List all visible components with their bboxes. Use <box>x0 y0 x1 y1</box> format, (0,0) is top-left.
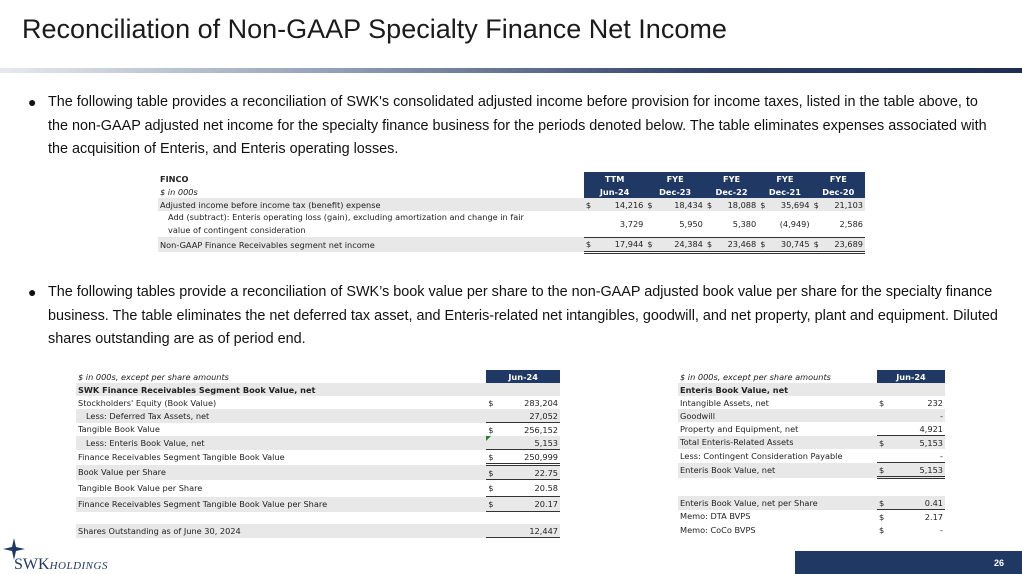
currency: $ <box>877 496 891 510</box>
table-row <box>678 436 945 450</box>
currency <box>877 449 891 463</box>
cell-value: 5,950 <box>660 211 705 237</box>
col-type: FYE <box>758 172 811 185</box>
table-row <box>76 423 560 437</box>
section-label: SWK Finance Receivables Segment Book Value, net <box>76 383 560 396</box>
row-label: Intangible Assets, net <box>680 397 769 408</box>
row-label: Shares Outstanding as of June 30, 2024 <box>76 524 486 538</box>
cell-value: 17,944 <box>598 237 645 252</box>
currency: $ <box>584 198 598 211</box>
row-label: Finance Receivables Segment Tangible Book Value per Share <box>76 497 486 512</box>
currency: $ <box>486 450 500 465</box>
currency: $ <box>758 198 772 211</box>
table-row <box>678 523 945 536</box>
table-row <box>678 409 945 422</box>
row-label: Memo: DTA BVPS <box>680 511 751 522</box>
bullet-text: The following tables provide a reconciliation of SWK’s book value per share to the non-GAAP adjusted book value per share for the specialty finance business. The table eliminates the net deferred tax asset, and Enteris-related net intangibles, goodwill, and net property, plant and equipment. Diluted shares outstanding are as of period end. <box>48 284 998 347</box>
cell-value: 256,152 <box>524 424 558 435</box>
cell-value: 30,745 <box>773 237 812 252</box>
cell-value: 5,380 <box>719 211 758 237</box>
units-label: $ in 000s, except per share amounts <box>78 371 229 382</box>
cell-value: 250,999 <box>500 450 560 465</box>
cell-value: 4,921 <box>891 422 945 436</box>
section-row <box>678 383 945 396</box>
page-number: 26 <box>795 551 1022 574</box>
row-label: Property and Equipment, net <box>680 423 799 434</box>
col-type: FYE <box>705 172 758 185</box>
currency: $ <box>812 198 826 211</box>
table-row <box>678 496 945 510</box>
logo-name: SWK <box>14 556 50 573</box>
table-row <box>158 237 865 252</box>
cell-value: 232 <box>927 397 943 408</box>
cell-value: 21,103 <box>826 198 865 211</box>
cell-value: 22.75 <box>500 465 560 480</box>
table-row <box>158 198 865 211</box>
row-label <box>158 211 584 237</box>
currency: $ <box>486 480 500 497</box>
row-label: Tangible Book Value <box>78 424 160 435</box>
col-period: Dec-21 <box>758 185 811 198</box>
currency: $ <box>486 497 500 512</box>
currency: $ <box>878 397 885 408</box>
page-title: Reconciliation of Non-GAAP Specialty Finance Net Income <box>22 14 727 44</box>
row-label: Less: Contingent Consideration Payable <box>680 450 843 461</box>
cell-value: 12,447 <box>500 524 560 538</box>
col-period: Dec-23 <box>645 185 705 198</box>
cell-value: 35,694 <box>773 198 812 211</box>
table-row <box>76 524 560 538</box>
table-row <box>678 510 945 524</box>
currency: $ <box>645 237 659 252</box>
currency: $ <box>812 237 826 252</box>
logo-suffix: HOLDINGS <box>49 560 108 572</box>
row-label: Less: Enteris Book Value, net <box>76 436 486 450</box>
cell-value: - <box>940 524 943 535</box>
period-header: Jun-24 <box>486 370 560 383</box>
cell-value: (4,949) <box>773 211 812 237</box>
company-logo <box>14 556 108 574</box>
finco-table <box>158 172 865 254</box>
units-label: $ in 000s, except per share amounts <box>680 371 831 382</box>
currency <box>877 422 891 436</box>
row-label: Finance Receivables Segment Tangible Book Value <box>78 452 285 462</box>
cell-value: - <box>891 409 945 422</box>
currency: $ <box>486 465 500 480</box>
cell-value: 24,384 <box>660 237 705 252</box>
currency: $ <box>645 198 659 211</box>
col-period: Dec-22 <box>705 185 758 198</box>
cell-value: 3,729 <box>598 211 645 237</box>
section-row <box>76 383 560 396</box>
table-row <box>678 422 945 436</box>
currency: $ <box>705 198 719 211</box>
finance-receivables-table <box>76 370 560 538</box>
cell-value: 27,052 <box>500 409 560 423</box>
period-header: Jun-24 <box>877 370 945 383</box>
col-type: FYE <box>645 172 705 185</box>
col-type: FYE <box>812 172 865 185</box>
finco-label: FINCO <box>160 173 189 184</box>
row-label-line: Add (subtract): Enteris operating loss (gain), excluding amortization and change in fair <box>168 212 524 222</box>
cell-value: 20.17 <box>500 497 560 512</box>
table-header-row <box>678 370 945 383</box>
cell-value: 2.17 <box>924 511 943 522</box>
table-row <box>678 449 945 463</box>
cell-value: 5,153 <box>891 463 945 478</box>
table-row <box>678 396 945 409</box>
row-label: Book Value per Share <box>76 465 486 480</box>
table-row <box>76 396 560 409</box>
table-row <box>76 480 560 497</box>
table-row <box>76 450 560 465</box>
bullet-text: The following table provides a reconciliation of SWK's consolidated adjusted income before provision for income taxes, listed in the table above, to the non-GAAP adjusted net income for the specialty finance business for the periods denoted below. The table eliminates expenses associated with the acquisition of Enteris, and Enteris operating losses. <box>48 94 987 157</box>
enteris-book-value-table <box>678 370 945 536</box>
finco-units: $ in 000s <box>160 186 198 197</box>
row-label: Enteris Book Value, net <box>678 463 877 478</box>
cell-note-marker <box>486 436 491 441</box>
bullet-icon: ● <box>28 284 37 300</box>
cell-value: 23,689 <box>826 237 865 252</box>
col-type: TTM <box>584 172 646 185</box>
currency: $ <box>877 436 891 450</box>
table-row <box>678 463 945 478</box>
currency: $ <box>705 237 719 252</box>
currency: $ <box>878 524 885 535</box>
currency: $ <box>488 424 494 435</box>
currency: $ <box>758 237 772 252</box>
cell-value: - <box>891 449 945 463</box>
table-row <box>76 436 560 450</box>
row-label: Stockholders' Equity (Book Value) <box>78 397 217 408</box>
row-label-line: value of contingent consideration <box>168 225 306 235</box>
finco-header-row <box>158 172 865 185</box>
currency: $ <box>488 397 494 408</box>
row-label: Tangible Book Value per Share <box>78 483 203 493</box>
row-label: Goodwill <box>678 409 877 422</box>
row-label: Less: Deferred Tax Assets, net <box>76 409 486 423</box>
table-row <box>76 409 560 423</box>
row-label: Non-GAAP Finance Receivables segment net income <box>158 237 584 252</box>
table-header-row <box>76 370 560 383</box>
currency: $ <box>584 237 598 252</box>
currency <box>877 409 891 422</box>
cell-value: 5,153 <box>500 436 560 450</box>
table-row <box>76 465 560 480</box>
cell-value: 0.41 <box>891 496 945 510</box>
currency <box>486 436 500 450</box>
finco-period-row <box>158 185 865 198</box>
currency <box>486 409 500 423</box>
bullet-icon: ● <box>28 94 37 110</box>
cell-value: 18,088 <box>719 198 758 211</box>
table-row <box>76 497 560 512</box>
cell-value: 5,153 <box>891 436 945 450</box>
row-label: Memo: CoCo BVPS <box>680 524 756 535</box>
cell-value: 18,434 <box>660 198 705 211</box>
row-label: Enteris Book Value, net per Share <box>678 496 877 510</box>
cell-value: 23,468 <box>719 237 758 252</box>
table-row <box>158 211 865 237</box>
currency <box>486 524 500 538</box>
col-period: Dec-20 <box>812 185 865 198</box>
currency: $ <box>878 511 885 522</box>
cell-value: 2,586 <box>826 211 865 237</box>
cell-value: 14,216 <box>598 198 645 211</box>
row-label: Adjusted income before income tax (benefit) expense <box>158 198 584 211</box>
cell-value: 20.58 <box>500 480 560 497</box>
title-underline <box>0 68 1022 73</box>
section-label: Enteris Book Value, net <box>678 383 945 396</box>
col-period: Jun-24 <box>584 185 646 198</box>
cell-value: 283,204 <box>524 397 558 408</box>
row-label: Total Enteris-Related Assets <box>678 436 877 450</box>
currency: $ <box>877 463 891 478</box>
